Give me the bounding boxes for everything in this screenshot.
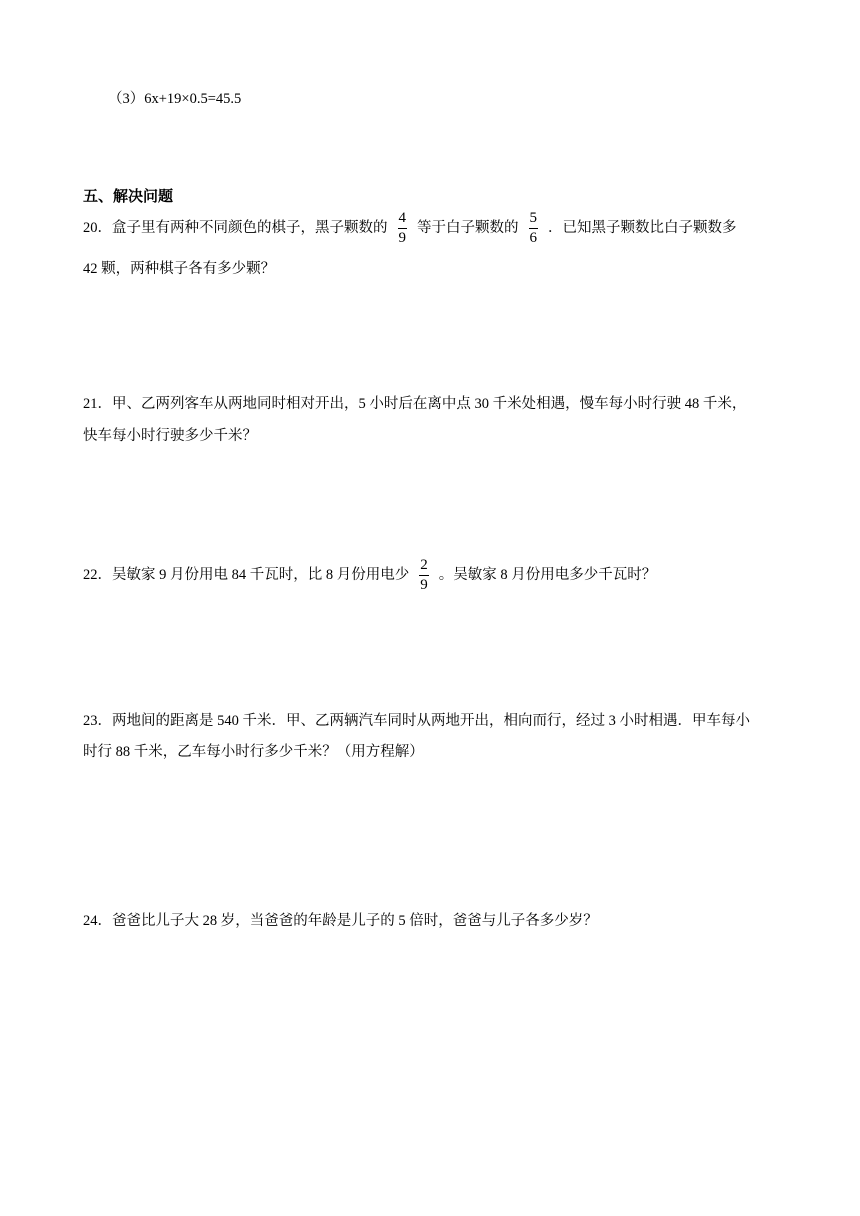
question-20-line-2: 42 颗，两种棋子各有多少颗？ [83,261,276,277]
equation-3: （3）6x+19×0.5=45.5 [108,91,242,107]
fraction-4-9 [398,210,408,247]
fraction-5-6 [529,210,539,247]
question-21-line-2: 快车每小时行驶多少千米？ [83,428,257,444]
fraction-numerator: 4 [398,210,406,227]
q20-text-part2: 等于白子颗数的 [417,220,519,236]
question-22-line-1 [83,556,656,594]
q20-text-part3: ．已知黑子颗数比白子颗数多 [548,220,737,236]
question-21-line-1: 21．甲、乙两列客车从两地同时相对开出，5 小时后在离中点 30 千米处相遇，慢车每小时行驶 48 千米， [83,396,747,412]
question-23-line-1: 23．两地间的距离是 540 千米．甲、乙两辆汽车同时从两地开出，相向而行，经过 3 小时相遇．甲车每小 [83,713,750,729]
fraction-bar [529,228,539,229]
fraction-2-9 [419,557,429,594]
fraction-bar [419,575,429,576]
question-20-line-1 [83,209,737,247]
fraction-denominator: 6 [529,230,537,247]
fraction-numerator: 5 [529,210,537,227]
fraction-numerator: 2 [420,557,428,574]
question-24-line-1: 24．爸爸比儿子大 28 岁，当爸爸的年龄是儿子的 5 倍时，爸爸与儿子各多少岁？ [83,913,598,929]
question-23-line-2: 时行 88 千米，乙车每小时行多少千米？（用方程解） [83,744,424,760]
fraction-bar [398,228,408,229]
section-title: 五、解决问题 [83,187,174,205]
fraction-denominator: 9 [398,230,406,247]
q22-text-part1: 22．吴敏家 9 月份用电 84 千瓦时，比 8 月份用电少 [83,567,410,583]
q22-text-part2: 。吴敏家 8 月份用电多少千瓦时？ [438,567,657,583]
q20-text-part1: 20．盒子里有两种不同颜色的棋子，黑子颗数的 [83,220,388,236]
fraction-denominator: 9 [420,577,428,594]
